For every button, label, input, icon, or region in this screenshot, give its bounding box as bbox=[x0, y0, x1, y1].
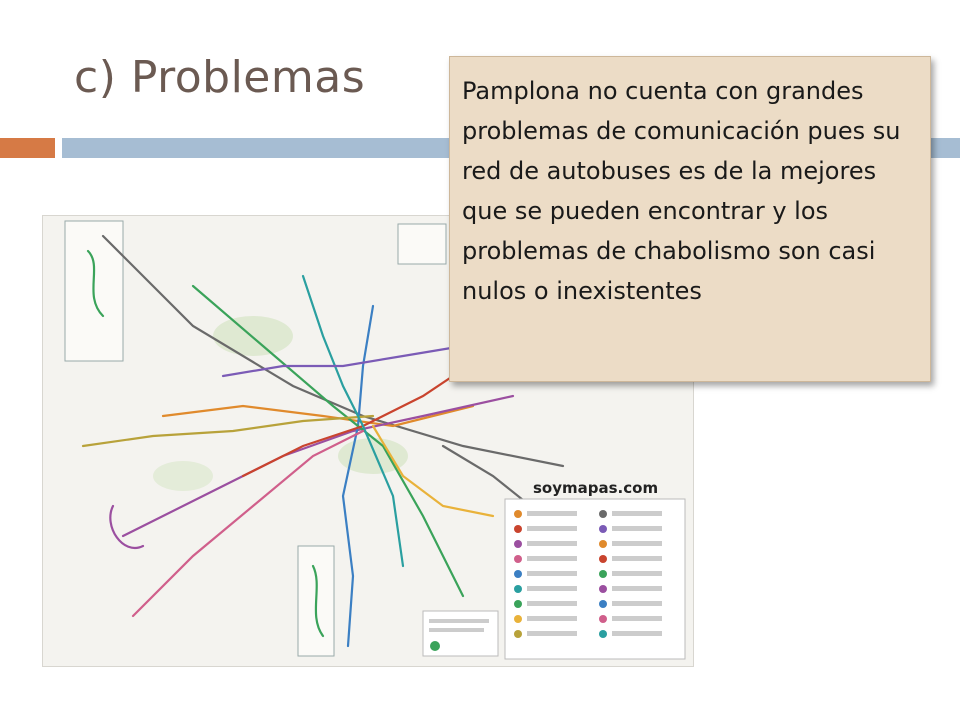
info-callout-box bbox=[449, 56, 931, 382]
callout-text: Pamplona no cuenta con grandes problemas de comunicación pues su red de autobuses es de la mejores que se pueden encontrar y los problemas de chabolismo son casi nulos o inexistentes bbox=[462, 77, 901, 305]
slide-title: c) Problemas bbox=[74, 52, 366, 103]
map-brand-text: soymapas.com bbox=[533, 479, 659, 497]
title-accent-bar bbox=[0, 138, 55, 158]
